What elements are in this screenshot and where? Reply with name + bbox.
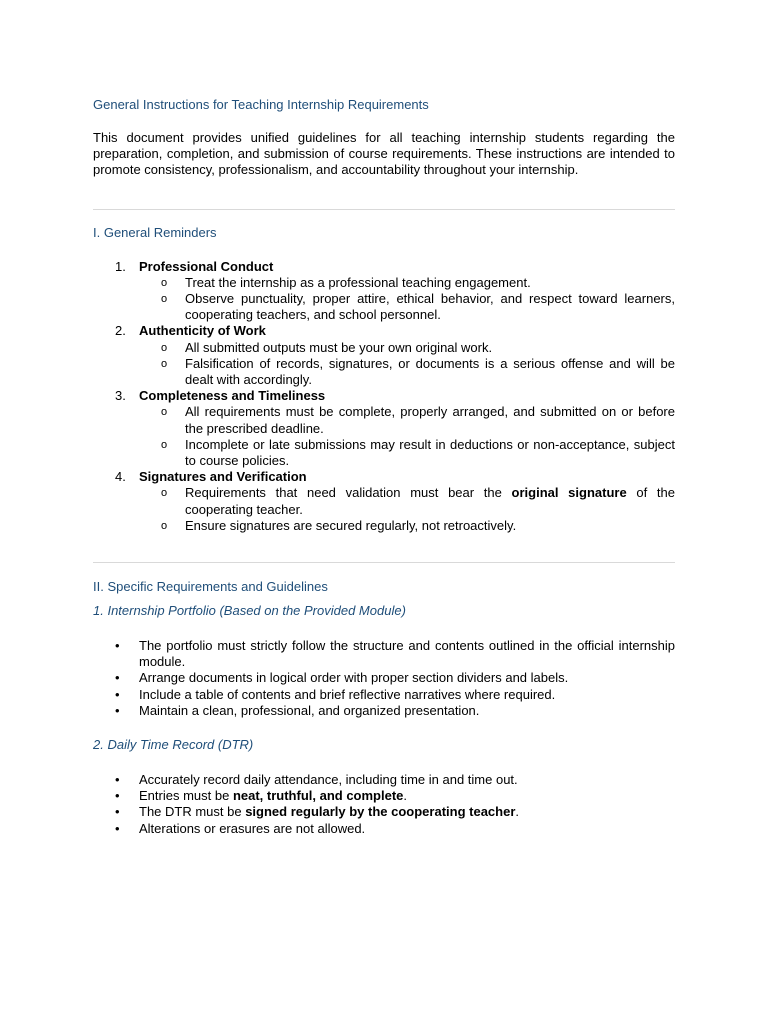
item-number: 3. (115, 388, 126, 404)
bullet-icon: • (115, 804, 120, 820)
list-item: • Maintain a clean, professional, and organized presentation. (115, 702, 480, 718)
sub-point: o Incomplete or late submissions may result in deductions or non-acceptance, subject to course policies. (161, 436, 675, 469)
sub-point: o All submitted outputs must be your own original work. (161, 339, 493, 355)
item-title: Authenticity of Work (139, 323, 266, 339)
list-item: • The DTR must be signed regularly by the cooperating teacher. (115, 804, 520, 820)
section-heading-specific-requirements: II. Specific Requirements and Guidelines (93, 579, 328, 595)
reminder-item-signatures (93, 469, 675, 534)
sub-point: o Treat the internship as a professional teaching engagement. (161, 274, 531, 290)
dtr-list (93, 772, 675, 837)
sub-point: o Falsification of records, signatures, or documents is a serious offense and will be dealt with accordingly. (161, 355, 675, 388)
bullet-icon: • (115, 788, 120, 804)
portfolio-list (93, 638, 675, 719)
circle-bullet-icon: o (161, 487, 168, 500)
circle-bullet-icon: o (161, 438, 168, 451)
sub-point: o Observe punctuality, proper attire, ethical behavior, and respect toward learners, cooperating teachers, and school personnel. (161, 291, 675, 323)
general-reminders-list (93, 259, 675, 534)
item-number: 2. (115, 323, 126, 339)
bullet-icon: • (115, 820, 120, 836)
item-number: 4. (115, 469, 126, 485)
list-item: • Entries must be neat, truthful, and complete. (115, 788, 408, 804)
bullet-icon: • (115, 772, 120, 788)
circle-bullet-icon: o (161, 519, 168, 532)
circle-bullet-icon: o (161, 293, 168, 306)
document-page (93, 96, 675, 837)
circle-bullet-icon: o (161, 276, 168, 289)
section-heading-general-reminders: I. General Reminders (93, 224, 217, 240)
bullet-icon: • (115, 638, 120, 654)
bullet-icon: • (115, 686, 120, 702)
item-number: 1. (115, 258, 126, 274)
sub-point: o Ensure signatures are secured regularly, not retroactively. (161, 517, 517, 533)
sub-point: o Requirements that need validation must bear the original signature of the cooperating teacher. (161, 485, 675, 517)
subheading-daily-time-record: 2. Daily Time Record (DTR) (93, 737, 254, 753)
bullet-icon: • (115, 670, 120, 686)
circle-bullet-icon: o (161, 406, 168, 419)
item-title: Professional Conduct (139, 258, 274, 274)
reminder-item-authenticity (93, 323, 675, 388)
reminder-item-professional-conduct (93, 259, 675, 324)
item-title: Signatures and Verification (139, 469, 307, 485)
sub-point: o All requirements must be complete, properly arranged, and submitted on or before the prescribed deadline. (161, 404, 675, 436)
intro-paragraph: This document provides unified guidelines for all teaching internship students regarding the preparation, completion, and submission of course requirements. These instructions are intended to promote consistency, professionalism, and accountability throughout your internship. (93, 130, 675, 178)
document-title: General Instructions for Teaching Internship Requirements (93, 97, 429, 112)
circle-bullet-icon: o (161, 357, 168, 370)
list-item: • Arrange documents in logical order with proper section dividers and labels. (115, 670, 569, 686)
item-title: Completeness and Timeliness (139, 388, 326, 404)
subheading-internship-portfolio: 1. Internship Portfolio (Based on the Provided Module) (93, 603, 406, 619)
list-item: • Accurately record daily attendance, including time in and time out. (115, 772, 518, 788)
list-item: • The portfolio must strictly follow the structure and contents outlined in the official internship module. (115, 638, 675, 670)
bullet-icon: • (115, 702, 120, 718)
list-item: • Include a table of contents and brief reflective narratives where required. (115, 686, 556, 702)
reminder-item-completeness (93, 388, 675, 469)
circle-bullet-icon: o (161, 341, 168, 354)
list-item: • Alterations or erasures are not allowed. (115, 820, 366, 836)
